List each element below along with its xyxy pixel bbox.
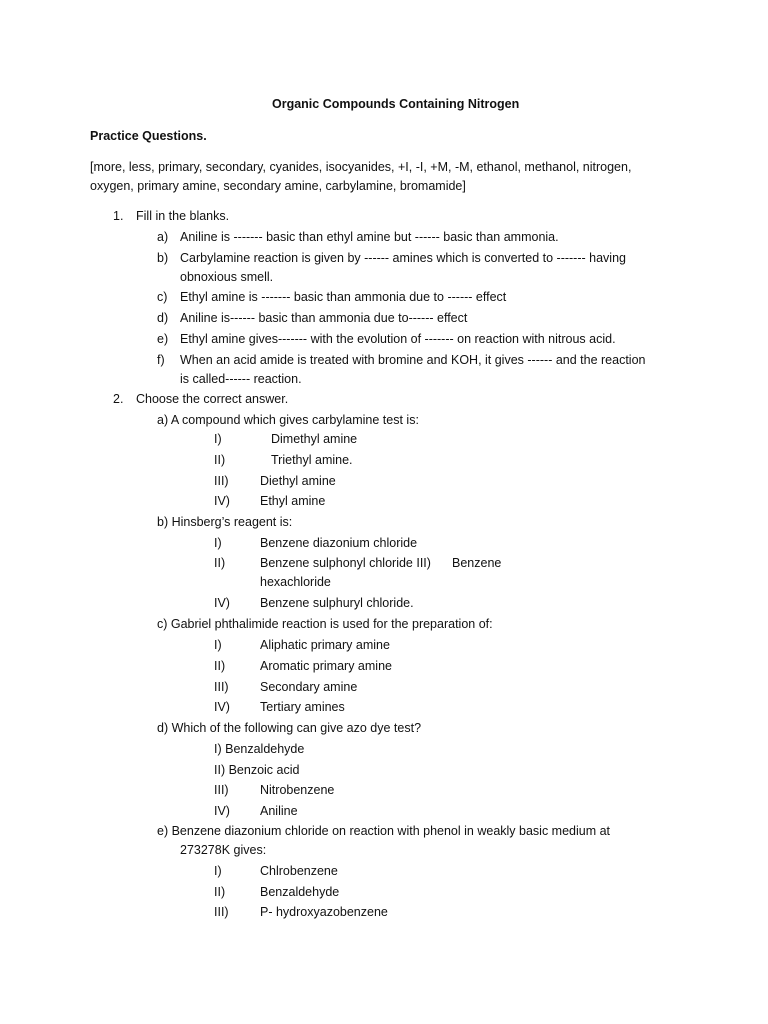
q2c-option-numeral: III) bbox=[214, 680, 229, 694]
q2e-option-numeral: III) bbox=[214, 905, 229, 919]
section-heading: Practice Questions. bbox=[90, 129, 207, 143]
q1-item-label: c) bbox=[157, 290, 168, 304]
word-bank-line-2: oxygen, primary amine, secondary amine, carbylamine, bromamide] bbox=[90, 179, 466, 193]
q2b-option-text-tail: Benzene bbox=[452, 556, 502, 570]
q1-number: 1. bbox=[113, 209, 124, 223]
q2a-option-text: Dimethyl amine bbox=[271, 432, 358, 446]
q1-item-text: Ethyl amine is ------- basic than ammonia due to ------ effect bbox=[180, 290, 507, 304]
q2b-option-text: Benzene sulphonyl chloride III) bbox=[260, 556, 431, 570]
q2c-option-text: Secondary amine bbox=[260, 680, 358, 694]
q1-item-text: Aniline is------ basic than ammonia due to------ effect bbox=[180, 311, 468, 325]
q2b-option-text-wrap: hexachloride bbox=[260, 575, 331, 589]
page-title: Organic Compounds Containing Nitrogen bbox=[272, 97, 520, 111]
q1-item-text: Ethyl amine gives------- with the evolution of ------- on reaction with nitrous acid. bbox=[180, 332, 616, 346]
q2a-option-numeral: IV) bbox=[214, 494, 230, 508]
q2d-stem: d) Which of the following can give azo dye test? bbox=[157, 721, 422, 735]
q1-item-text: Carbylamine reaction is given by ------ amines which is converted to ------- having bbox=[180, 251, 626, 265]
q1-item-label: b) bbox=[157, 251, 169, 265]
q2d-option-text: Aniline bbox=[260, 804, 298, 818]
q2c-option-numeral: IV) bbox=[214, 700, 230, 714]
q2c-option-numeral: II) bbox=[214, 659, 226, 673]
q1-item-text: Aniline is ------- basic than ethyl amine but ------ basic than ammonia. bbox=[180, 230, 559, 244]
q2a-option-text: Ethyl amine bbox=[260, 494, 326, 508]
q2e-option-text: P- hydroxyazobenzene bbox=[260, 905, 388, 919]
q2a-option-numeral: II) bbox=[214, 453, 226, 467]
q1-item-text: When an acid amide is treated with bromine and KOH, it gives ------ and the reaction bbox=[180, 353, 646, 367]
q2a-option-text: Triethyl amine. bbox=[271, 453, 353, 467]
word-bank-line-1: [more, less, primary, secondary, cyanides, isocyanides, +I, -I, +M, -M, ethanol, methanol, nitrogen, bbox=[90, 160, 632, 174]
q2a-option-numeral: I) bbox=[214, 432, 222, 446]
q2d-option-text: Nitrobenzene bbox=[260, 783, 335, 797]
q1-item-label: d) bbox=[157, 311, 169, 325]
q2b-stem: b) Hinsberg’s reagent is: bbox=[157, 515, 293, 529]
q2b-option-numeral: I) bbox=[214, 536, 222, 550]
q2-text: Choose the correct answer. bbox=[136, 392, 289, 406]
q2c-option-text: Aliphatic primary amine bbox=[260, 638, 390, 652]
q2a-stem: a) A compound which gives carbylamine test is: bbox=[157, 413, 419, 427]
q1-item-label: a) bbox=[157, 230, 169, 244]
q2c-stem: c) Gabriel phthalimide reaction is used for the preparation of: bbox=[157, 617, 493, 631]
q2e-option-text: Chlrobenzene bbox=[260, 864, 338, 878]
q2c-option-numeral: I) bbox=[214, 638, 222, 652]
q2b-option-text: Benzene sulphuryl chloride. bbox=[260, 596, 414, 610]
q1-item-label: e) bbox=[157, 332, 169, 346]
q2e-option-numeral: I) bbox=[214, 864, 222, 878]
q1-text: Fill in the blanks. bbox=[136, 209, 230, 223]
q1-item-text-wrap: is called------ reaction. bbox=[180, 372, 302, 386]
q2a-option-numeral: III) bbox=[214, 474, 229, 488]
q2b-option-numeral: IV) bbox=[214, 596, 230, 610]
q2e-stem: e) Benzene diazonium chloride on reaction with phenol in weakly basic medium at bbox=[157, 824, 611, 838]
q1-item-label: f) bbox=[157, 353, 165, 367]
q2b-option-text: Benzene diazonium chloride bbox=[260, 536, 418, 550]
q2e-option-numeral: II) bbox=[214, 885, 226, 899]
q2e-option-text: Benzaldehyde bbox=[260, 885, 340, 899]
q2-number: 2. bbox=[113, 392, 124, 406]
q2a-option-text: Diethyl amine bbox=[260, 474, 336, 488]
q2b-option-numeral: II) bbox=[214, 556, 226, 570]
q2d-option: II) Benzoic acid bbox=[214, 763, 300, 777]
q2c-option-text: Tertiary amines bbox=[260, 700, 345, 714]
q2c-option-text: Aromatic primary amine bbox=[260, 659, 392, 673]
q2d-option-numeral: III) bbox=[214, 783, 229, 797]
q2e-stem-wrap: 273278K gives: bbox=[180, 843, 267, 857]
q2d-option: I) Benzaldehyde bbox=[214, 742, 305, 756]
q2d-option-numeral: IV) bbox=[214, 804, 230, 818]
q1-item-text-wrap: obnoxious smell. bbox=[180, 270, 274, 284]
